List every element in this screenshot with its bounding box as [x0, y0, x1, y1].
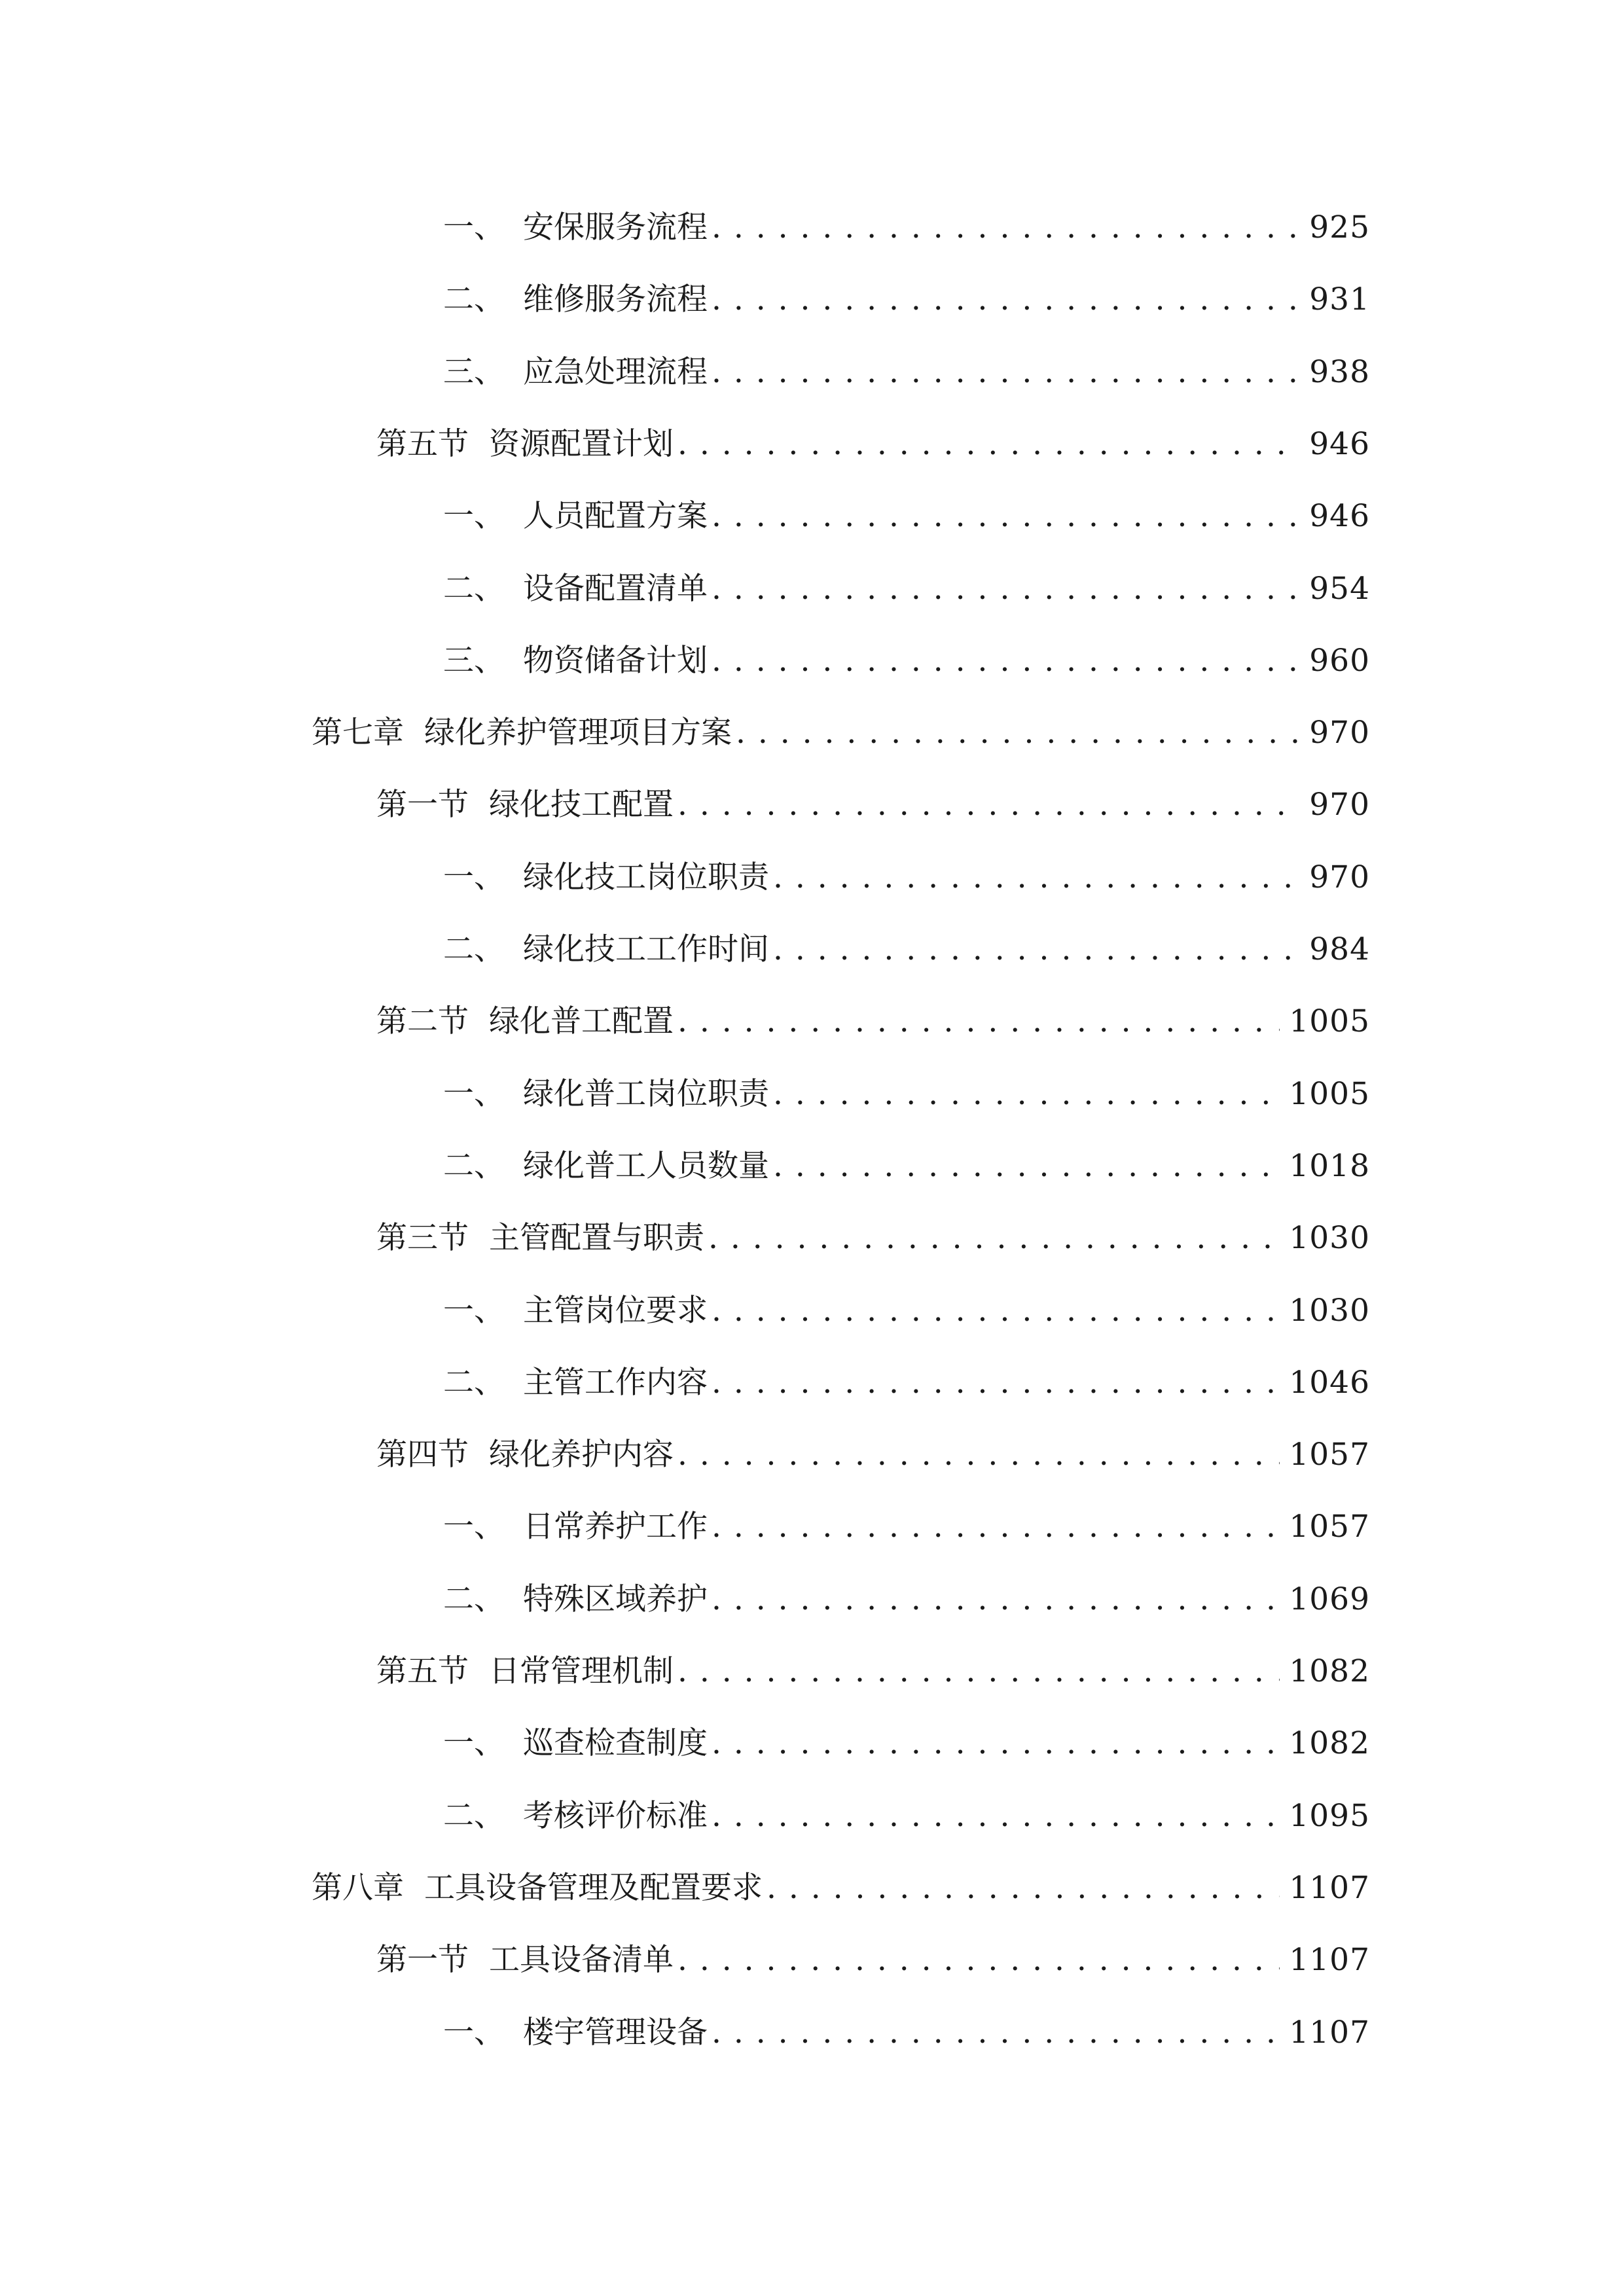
- toc-page-number: 1005: [1289, 1003, 1370, 1040]
- toc-entry[interactable]: [443, 852, 1370, 904]
- toc-dot-leader: [708, 1212, 1280, 1265]
- toc-entry-title: 主管工作内容: [523, 1364, 708, 1401]
- toc-entry-title: 应急处理流程: [523, 353, 708, 390]
- toc-entry-prefix: 二、: [443, 281, 505, 318]
- toc-entry-title: 绿化普工配置: [489, 1003, 674, 1040]
- toc-entry[interactable]: [312, 707, 1370, 759]
- toc-entry[interactable]: [443, 202, 1370, 254]
- toc-page-number: 1030: [1289, 1292, 1370, 1329]
- toc-entry[interactable]: [376, 1645, 1370, 1698]
- toc-dot-leader: [677, 1645, 1280, 1698]
- toc-entry[interactable]: [376, 1934, 1370, 1986]
- toc-page-number: 1005: [1289, 1075, 1370, 1112]
- toc-entry-title: 主管岗位要求: [523, 1292, 708, 1329]
- toc-page-number: 1030: [1289, 1220, 1370, 1257]
- toc-entry-prefix: 第四节: [376, 1437, 469, 1473]
- toc-entry[interactable]: [443, 924, 1370, 976]
- toc-entry-title: 工具设备管理及配置要求: [424, 1869, 763, 1906]
- toc-entry-title: 巡查检查制度: [523, 1725, 708, 1762]
- toc-page-number: 954: [1309, 570, 1370, 607]
- toc-page-number: 984: [1309, 931, 1370, 967]
- toc-dot-leader: [712, 1501, 1280, 1553]
- toc-page-number: 970: [1309, 859, 1370, 895]
- toc-dot-leader: [677, 1934, 1280, 1986]
- toc-dot-leader: [712, 202, 1300, 254]
- toc-dot-leader: [773, 1068, 1280, 1121]
- toc-dot-leader: [736, 707, 1300, 759]
- toc-entry-title: 日常管理机制: [489, 1653, 674, 1689]
- toc-page-number: 1018: [1289, 1147, 1370, 1184]
- toc-entry-title: 人员配置方案: [523, 498, 708, 535]
- toc-entry[interactable]: [443, 2007, 1370, 2059]
- toc-entry-prefix: 一、: [443, 1725, 505, 1762]
- toc-entry-prefix: 一、: [443, 1292, 505, 1329]
- toc-entry[interactable]: [376, 996, 1370, 1048]
- toc-entry-prefix: 第三节: [376, 1220, 469, 1257]
- toc-entry-title: 安保服务流程: [523, 209, 708, 245]
- toc-entry[interactable]: [376, 1429, 1370, 1481]
- toc-entry-prefix: 三、: [443, 353, 505, 390]
- toc-page-number: 1095: [1289, 1797, 1370, 1834]
- toc-entry[interactable]: [443, 346, 1370, 399]
- toc-dot-leader: [677, 418, 1300, 471]
- toc-entry-label: [443, 924, 769, 976]
- toc-dot-leader: [712, 1790, 1280, 1842]
- toc-dot-leader: [712, 563, 1300, 615]
- toc-page-number: 1107: [1289, 2014, 1370, 2051]
- toc-entry-label: [443, 563, 708, 615]
- toc-entry-label: [443, 1068, 769, 1121]
- toc-dot-leader: [773, 1140, 1280, 1193]
- toc-entry[interactable]: [443, 563, 1370, 615]
- toc-entry-prefix: 一、: [443, 1075, 505, 1112]
- toc-entry-prefix: 一、: [443, 859, 505, 895]
- toc-entry-prefix: 二、: [443, 570, 505, 607]
- toc-page-number: 960: [1309, 642, 1370, 679]
- toc-dot-leader: [677, 779, 1300, 831]
- toc-entry-label: [443, 635, 708, 687]
- toc-entry-label: [376, 1934, 674, 1986]
- toc-entry-label: [443, 852, 769, 904]
- toc-entry-label: [443, 1140, 769, 1193]
- toc-entry-title: 绿化养护内容: [489, 1437, 674, 1473]
- toc-entry-label: [376, 779, 674, 831]
- toc-entry-title: 主管配置与职责: [489, 1220, 704, 1257]
- toc-entry-title: 资源配置计划: [489, 425, 674, 462]
- toc-entry-title: 绿化技工工作时间: [523, 931, 769, 967]
- toc-page-number: 1069: [1289, 1581, 1370, 1617]
- toc-entry-prefix: 三、: [443, 642, 505, 679]
- toc-dot-leader: [712, 2007, 1280, 2059]
- toc-entry[interactable]: [443, 1285, 1370, 1337]
- toc-entry-prefix: 二、: [443, 1364, 505, 1401]
- toc-entry-title: 设备配置清单: [523, 570, 708, 607]
- toc-dot-leader: [677, 1429, 1280, 1481]
- toc-entry-label: [443, 1501, 708, 1553]
- toc-entry[interactable]: [443, 1501, 1370, 1553]
- toc-page-number: 925: [1309, 209, 1370, 245]
- toc-dot-leader: [712, 635, 1300, 687]
- toc-entry-prefix: 第八章: [312, 1869, 404, 1906]
- toc-entry[interactable]: [443, 1357, 1370, 1409]
- toc-entry-title: 绿化普工岗位职责: [523, 1075, 769, 1112]
- toc-entry-label: [443, 1717, 708, 1770]
- toc-entry-title: 工具设备清单: [489, 1942, 674, 1979]
- toc-entry-label: [443, 274, 708, 326]
- toc-page-number: 931: [1309, 281, 1370, 318]
- toc-dot-leader: [767, 1862, 1280, 1914]
- toc-entry-prefix: 第一节: [376, 1942, 469, 1979]
- toc-entry[interactable]: [443, 635, 1370, 687]
- toc-entry-prefix: 第五节: [376, 1653, 469, 1689]
- toc-entry-prefix: 一、: [443, 2014, 505, 2051]
- toc-entry-label: [376, 1212, 704, 1265]
- toc-page-number: 970: [1309, 787, 1370, 823]
- toc-entry[interactable]: [376, 1212, 1370, 1265]
- toc-entry-prefix: 第一节: [376, 787, 469, 823]
- toc-entry[interactable]: [443, 1068, 1370, 1121]
- toc-page-number: 1057: [1289, 1509, 1370, 1545]
- toc-page-number: 1107: [1289, 1942, 1370, 1979]
- toc-dot-leader: [773, 924, 1300, 976]
- toc-entry-prefix: 二、: [443, 931, 505, 967]
- toc-entry-label: [443, 346, 708, 399]
- toc-entry-label: [443, 1357, 708, 1409]
- toc-page-number: 938: [1309, 353, 1370, 390]
- toc-entry-prefix: 二、: [443, 1581, 505, 1617]
- toc-entry-prefix: 二、: [443, 1147, 505, 1184]
- toc-entry[interactable]: [443, 1790, 1370, 1842]
- toc-page-number: 1082: [1289, 1725, 1370, 1762]
- toc-dot-leader: [712, 1717, 1280, 1770]
- toc-dot-leader: [712, 490, 1300, 543]
- toc-entry-label: [443, 1285, 708, 1337]
- toc-entry-title: 考核评价标准: [523, 1797, 708, 1834]
- toc-entry-title: 日常养护工作: [523, 1509, 708, 1545]
- toc-entry-label: [376, 996, 674, 1048]
- toc-page-number: 1107: [1289, 1869, 1370, 1906]
- toc-entry-label: [443, 1790, 708, 1842]
- toc-entry[interactable]: [443, 1573, 1370, 1626]
- toc-entry[interactable]: [443, 1717, 1370, 1770]
- toc-entry-prefix: 一、: [443, 1509, 505, 1545]
- toc-entry[interactable]: [443, 1140, 1370, 1193]
- toc-entry-label: [312, 1862, 763, 1914]
- toc-entry[interactable]: [312, 1862, 1370, 1914]
- toc-entry-title: 绿化普工人员数量: [523, 1147, 769, 1184]
- toc-dot-leader: [712, 274, 1300, 326]
- toc-entry-prefix: 一、: [443, 209, 505, 245]
- toc-entry-title: 维修服务流程: [523, 281, 708, 318]
- toc-entry-label: [376, 1429, 674, 1481]
- toc-entry-title: 绿化养护管理项目方案: [424, 715, 732, 751]
- toc-entry-prefix: 一、: [443, 498, 505, 535]
- toc-page-number: 970: [1309, 715, 1370, 751]
- toc-dot-leader: [712, 1357, 1280, 1409]
- toc-dot-leader: [712, 346, 1300, 399]
- toc-entry-label: [376, 418, 674, 471]
- toc-page-number: 946: [1309, 425, 1370, 462]
- toc-entry-prefix: 第二节: [376, 1003, 469, 1040]
- toc-entry-prefix: 二、: [443, 1797, 505, 1834]
- toc-page-number: 1057: [1289, 1437, 1370, 1473]
- toc-page-number: 1046: [1289, 1364, 1370, 1401]
- toc-entry-title: 绿化技工配置: [489, 787, 674, 823]
- toc-entry[interactable]: [376, 418, 1370, 471]
- toc-entry-title: 特殊区域养护: [523, 1581, 708, 1617]
- toc-entry-prefix: 第七章: [312, 715, 404, 751]
- toc-entry-title: 物资储备计划: [523, 642, 708, 679]
- toc-entry-title: 楼宇管理设备: [523, 2014, 708, 2051]
- toc-entry[interactable]: [443, 490, 1370, 543]
- toc-entry-prefix: 第五节: [376, 425, 469, 462]
- toc-entry-label: [443, 1573, 708, 1626]
- toc-entry-label: [443, 202, 708, 254]
- toc-entry-label: [312, 707, 732, 759]
- toc-page-number: 946: [1309, 498, 1370, 535]
- toc-entry[interactable]: [376, 779, 1370, 831]
- toc-dot-leader: [677, 996, 1280, 1048]
- toc-dot-leader: [712, 1285, 1280, 1337]
- toc-entry-title: 绿化技工岗位职责: [523, 859, 769, 895]
- toc-dot-leader: [773, 852, 1300, 904]
- toc-page-number: 1082: [1289, 1653, 1370, 1689]
- toc-entry[interactable]: [443, 274, 1370, 326]
- toc-entry-label: [376, 1645, 674, 1698]
- toc-entry-label: [443, 490, 708, 543]
- toc-entry-label: [443, 2007, 708, 2059]
- toc-dot-leader: [712, 1573, 1280, 1626]
